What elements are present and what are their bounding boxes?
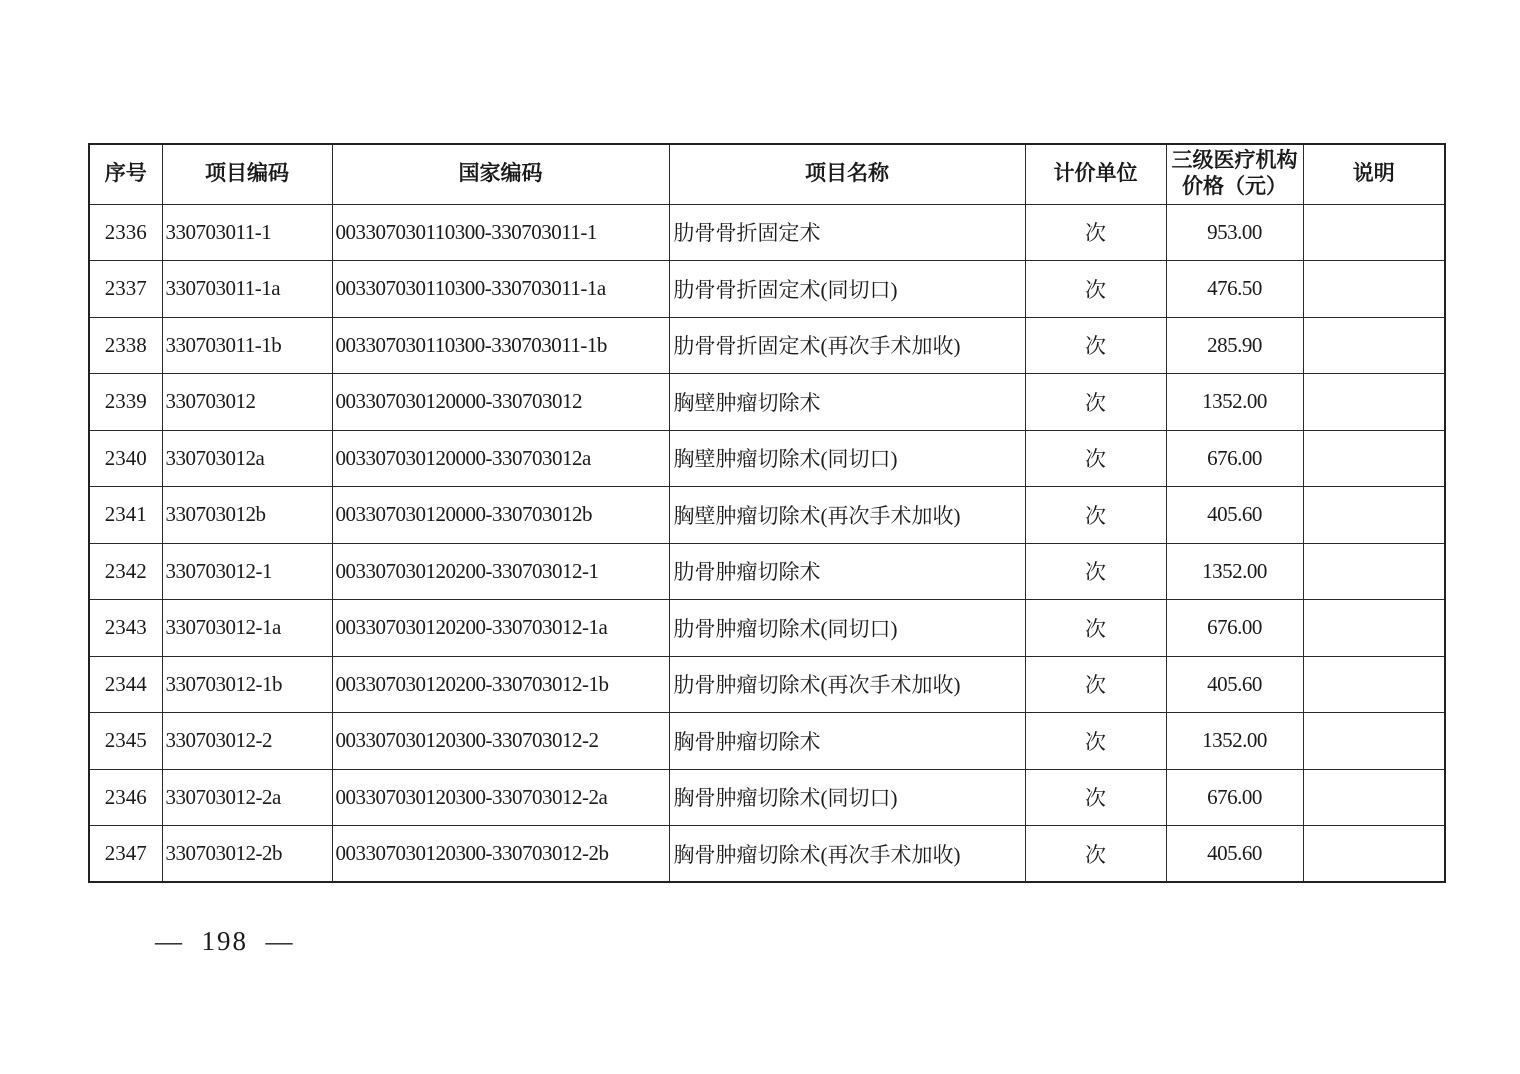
note-cell (1303, 769, 1445, 826)
unit-cell: 次 (1025, 656, 1166, 713)
note-cell (1303, 543, 1445, 600)
item-name-cell: 胸壁肿瘤切除术(同切口) (669, 430, 1025, 487)
project-code-cell: 330703011-1b (162, 317, 332, 374)
national-code-cell: 003307030120200-330703012-1a (332, 600, 669, 657)
project-code-cell: 330703012-1b (162, 656, 332, 713)
price-cell: 405.60 (1166, 656, 1303, 713)
table-row (89, 487, 1445, 544)
item-name-cell: 肋骨肿瘤切除术(同切口) (669, 600, 1025, 657)
national-code-cell: 003307030120200-330703012-1 (332, 543, 669, 600)
table-row (89, 261, 1445, 318)
table-row (89, 600, 1445, 657)
note-cell (1303, 261, 1445, 318)
table-row (89, 826, 1445, 883)
seq-cell: 2339 (89, 374, 162, 431)
project-code-cell: 330703011-1 (162, 204, 332, 261)
seq-cell: 2341 (89, 487, 162, 544)
item-name-cell: 肋骨肿瘤切除术 (669, 543, 1025, 600)
item-name-cell: 肋骨骨折固定术 (669, 204, 1025, 261)
seq-cell: 2345 (89, 713, 162, 770)
table-row (89, 204, 1445, 261)
seq-cell: 2337 (89, 261, 162, 318)
unit-cell: 次 (1025, 713, 1166, 770)
medical-price-table (88, 143, 1446, 883)
item-name-cell: 肋骨骨折固定术(再次手术加收) (669, 317, 1025, 374)
item-name-cell: 胸壁肿瘤切除术 (669, 374, 1025, 431)
note-cell (1303, 204, 1445, 261)
price-cell: 285.90 (1166, 317, 1303, 374)
item-name-cell: 肋骨肿瘤切除术(再次手术加收) (669, 656, 1025, 713)
unit-cell: 次 (1025, 600, 1166, 657)
page-number-dash-left: — (155, 926, 184, 956)
note-cell (1303, 600, 1445, 657)
national-code-cell: 003307030120300-330703012-2b (332, 826, 669, 883)
unit-cell: 次 (1025, 430, 1166, 487)
note-cell (1303, 713, 1445, 770)
project-code-cell: 330703011-1a (162, 261, 332, 318)
table-row (89, 713, 1445, 770)
item-name-cell: 胸骨肿瘤切除术(同切口) (669, 769, 1025, 826)
price-cell: 676.00 (1166, 769, 1303, 826)
unit-cell: 次 (1025, 261, 1166, 318)
project-code-cell: 330703012-2b (162, 826, 332, 883)
note-cell (1303, 656, 1445, 713)
unit-cell: 次 (1025, 317, 1166, 374)
seq-cell: 2338 (89, 317, 162, 374)
seq-cell: 2347 (89, 826, 162, 883)
price-cell: 1352.00 (1166, 543, 1303, 600)
project-code-cell: 330703012-2 (162, 713, 332, 770)
project-code-cell: 330703012-2a (162, 769, 332, 826)
price-cell: 676.00 (1166, 430, 1303, 487)
seq-cell: 2343 (89, 600, 162, 657)
national-code-cell: 003307030120300-330703012-2 (332, 713, 669, 770)
price-cell: 1352.00 (1166, 713, 1303, 770)
unit-cell: 次 (1025, 826, 1166, 883)
header-unit: 计价单位 (1025, 144, 1166, 204)
header-price-line2: 价格（元） (1182, 175, 1287, 199)
table-header-row (89, 144, 1445, 204)
unit-cell: 次 (1025, 374, 1166, 431)
project-code-cell: 330703012 (162, 374, 332, 431)
item-name-cell: 胸壁肿瘤切除术(再次手术加收) (669, 487, 1025, 544)
header-price (1166, 144, 1303, 204)
seq-cell: 2346 (89, 769, 162, 826)
header-name: 项目名称 (669, 144, 1025, 204)
project-code-cell: 330703012a (162, 430, 332, 487)
table-row (89, 430, 1445, 487)
header-project-code: 项目编码 (162, 144, 332, 204)
price-cell: 1352.00 (1166, 374, 1303, 431)
item-name-cell: 胸骨肿瘤切除术(再次手术加收) (669, 826, 1025, 883)
national-code-cell: 003307030110300-330703011-1 (332, 204, 669, 261)
seq-cell: 2344 (89, 656, 162, 713)
table-row (89, 656, 1445, 713)
note-cell (1303, 430, 1445, 487)
note-cell (1303, 374, 1445, 431)
note-cell (1303, 487, 1445, 544)
item-name-cell: 肋骨骨折固定术(同切口) (669, 261, 1025, 318)
price-cell: 953.00 (1166, 204, 1303, 261)
seq-cell: 2342 (89, 543, 162, 600)
project-code-cell: 330703012b (162, 487, 332, 544)
national-code-cell: 003307030110300-330703011-1b (332, 317, 669, 374)
item-name-cell: 胸骨肿瘤切除术 (669, 713, 1025, 770)
national-code-cell: 003307030120300-330703012-2a (332, 769, 669, 826)
unit-cell: 次 (1025, 769, 1166, 826)
table-row (89, 374, 1445, 431)
page-number (155, 926, 295, 957)
project-code-cell: 330703012-1a (162, 600, 332, 657)
note-cell (1303, 826, 1445, 883)
national-code-cell: 003307030110300-330703011-1a (332, 261, 669, 318)
table-row (89, 543, 1445, 600)
national-code-cell: 003307030120000-330703012 (332, 374, 669, 431)
price-cell: 405.60 (1166, 826, 1303, 883)
header-price-line1: 三级医疗机构 (1171, 149, 1298, 172)
unit-cell: 次 (1025, 204, 1166, 261)
national-code-cell: 003307030120200-330703012-1b (332, 656, 669, 713)
seq-cell: 2340 (89, 430, 162, 487)
price-cell: 405.60 (1166, 487, 1303, 544)
national-code-cell: 003307030120000-330703012b (332, 487, 669, 544)
price-cell: 676.00 (1166, 600, 1303, 657)
note-cell (1303, 317, 1445, 374)
price-cell: 476.50 (1166, 261, 1303, 318)
table-row (89, 769, 1445, 826)
header-note: 说明 (1303, 144, 1445, 204)
table-row (89, 317, 1445, 374)
project-code-cell: 330703012-1 (162, 543, 332, 600)
header-seq: 序号 (89, 144, 162, 204)
unit-cell: 次 (1025, 487, 1166, 544)
page-number-value: 198 (201, 926, 248, 956)
header-national-code: 国家编码 (332, 144, 669, 204)
unit-cell: 次 (1025, 543, 1166, 600)
seq-cell: 2336 (89, 204, 162, 261)
national-code-cell: 003307030120000-330703012a (332, 430, 669, 487)
page-number-dash-right: — (265, 926, 295, 956)
